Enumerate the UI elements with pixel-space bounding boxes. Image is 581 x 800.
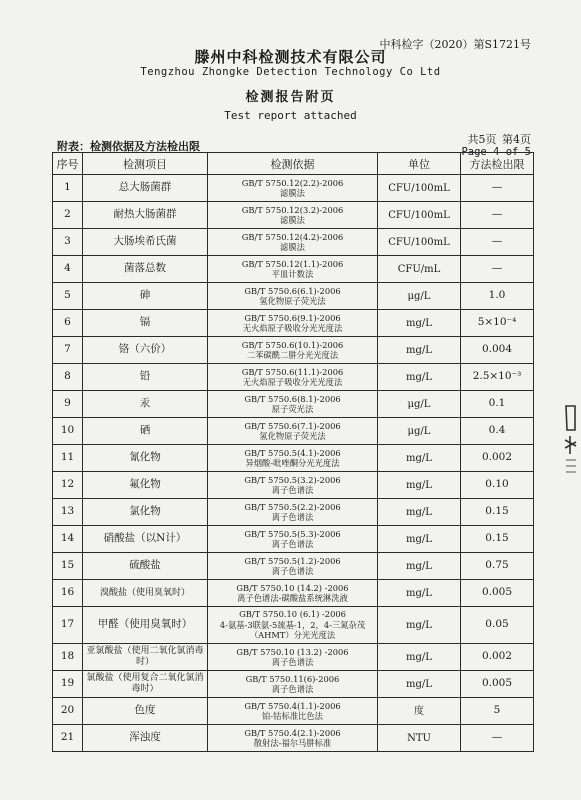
row-number: 14: [53, 526, 83, 553]
test-basis: [208, 698, 378, 725]
standard-code: GB/T 5750.5(2.2)-2006: [244, 501, 341, 512]
detection-limit: 0.75: [461, 553, 534, 580]
test-item: 溴酸盐（使用臭氧时）: [83, 580, 208, 607]
row-number: 19: [53, 671, 83, 698]
table-row: [53, 418, 534, 445]
test-item: 总大肠菌群: [83, 175, 208, 202]
test-item: 大肠埃希氏菌: [83, 229, 208, 256]
detection-limit: 0.4: [461, 418, 534, 445]
row-number: 2: [53, 202, 83, 229]
standard-code: GB/T 5750.11(6)-2006: [245, 673, 340, 684]
row-number: 6: [53, 310, 83, 337]
method-name: 离子色谱法: [271, 485, 314, 495]
test-basis: [208, 229, 378, 256]
unit: mg/L: [378, 364, 461, 391]
unit: μg/L: [378, 418, 461, 445]
test-basis: [208, 644, 378, 671]
test-basis: [208, 391, 378, 418]
row-number: 17: [53, 607, 83, 644]
row-number: 11: [53, 445, 83, 472]
row-number: 21: [53, 725, 83, 752]
standard-code: GB/T 5750.12(1.1)-2006: [241, 258, 344, 269]
test-item: 浑浊度: [83, 725, 208, 752]
standard-code: GB/T 5750.10 (6.1) -2006: [239, 609, 346, 620]
test-item: 菌落总数: [83, 256, 208, 283]
row-number: 1: [53, 175, 83, 202]
report-title-en: Test report attached: [224, 109, 357, 122]
unit: CFU/100mL: [378, 229, 461, 256]
table-row: [53, 391, 534, 418]
detection-limit: 5×10⁻⁴: [461, 310, 534, 337]
method-name: 离子色谱法: [271, 684, 314, 694]
table-row: [53, 644, 534, 671]
standard-code: GB/T 5750.10 (14.2) -2006: [236, 582, 349, 593]
table-row: [53, 553, 534, 580]
column-header-unit: 单位: [378, 153, 461, 175]
method-name: 氢化物原子荧光法: [259, 431, 326, 441]
test-basis: [208, 256, 378, 283]
test-item: 硒: [83, 418, 208, 445]
standard-code: GB/T 5750.12(3.2)-2006: [241, 204, 344, 215]
table-row: [53, 607, 534, 644]
detection-limit: —: [461, 229, 534, 256]
method-name: 散射法-福尔马肼标准: [253, 738, 332, 748]
method-name: 离子色谱法: [271, 566, 314, 576]
unit: mg/L: [378, 553, 461, 580]
report-title-cn: 检测报告附页: [245, 90, 336, 105]
detection-limit: 0.002: [461, 644, 534, 671]
test-item: 氟化物: [83, 472, 208, 499]
test-basis: [208, 526, 378, 553]
test-item: 铬（六价）: [83, 337, 208, 364]
test-basis: [208, 175, 378, 202]
detection-limit: 0.005: [461, 580, 534, 607]
test-basis: [208, 283, 378, 310]
table-row: [53, 445, 534, 472]
test-basis: [208, 553, 378, 580]
detection-limit: —: [461, 725, 534, 752]
test-item: 亚氯酸盐（使用二氧化氯消毒时）: [83, 644, 208, 671]
unit: mg/L: [378, 607, 461, 644]
page-indicator-en: Page 4 of 5: [461, 146, 531, 158]
standard-code: GB/T 5750.6(9.1)-2006: [244, 312, 341, 323]
test-basis: [208, 364, 378, 391]
test-basis: [208, 202, 378, 229]
test-item: 镉: [83, 310, 208, 337]
standard-code: GB/T 5750.5(4.1)-2006: [244, 447, 341, 458]
detection-limit: 0.1: [461, 391, 534, 418]
test-item: 硝酸盐（以N计）: [83, 526, 208, 553]
test-item: 汞: [83, 391, 208, 418]
method-name: 4-氨基-3联氨-5巯基-1，2，4-三氮杂茂（AHMT）分光光度法: [219, 619, 366, 641]
method-name: 异烟酸-吡唑酮分光光度法: [245, 458, 340, 468]
detection-limit: 1.0: [461, 283, 534, 310]
method-name: 离子色谱法: [271, 539, 314, 549]
standard-code: GB/T 5750.6(11.1)-2006: [241, 366, 344, 377]
method-name: 滤膜法: [280, 188, 305, 198]
row-number: 7: [53, 337, 83, 364]
test-basis: [208, 445, 378, 472]
company-name-cn: 滕州中科检测技术有限公司: [194, 48, 387, 66]
table-row: [53, 310, 534, 337]
detection-limit: 0.005: [461, 671, 534, 698]
row-number: 13: [53, 499, 83, 526]
company-name-en: Tengzhou Zhongke Detection Technology Co Ltd: [140, 66, 441, 78]
detection-limit: 0.05: [461, 607, 534, 644]
row-number: 4: [53, 256, 83, 283]
unit: mg/L: [378, 472, 461, 499]
unit: mg/L: [378, 499, 461, 526]
row-number: 12: [53, 472, 83, 499]
detection-limit: —: [461, 256, 534, 283]
standard-code: GB/T 5750.10 (13.2) -2006: [236, 646, 349, 657]
row-number: 15: [53, 553, 83, 580]
table-row: [53, 229, 534, 256]
test-basis: [208, 725, 378, 752]
standard-code: GB/T 5750.6(8.1)-2006: [244, 393, 341, 404]
method-name: 离子色谱法-碳酸盐系统淋洗液: [237, 593, 348, 603]
method-name: 氢化物原子荧光法: [259, 296, 326, 306]
detection-limit: 0.004: [461, 337, 534, 364]
standard-code: GB/T 5750.12(4.2)-2006: [241, 231, 344, 242]
test-item: 甲醛（使用臭氧时）: [83, 607, 208, 644]
unit: mg/L: [378, 310, 461, 337]
detection-limit: 2.5×10⁻³: [461, 364, 534, 391]
test-basis: [208, 418, 378, 445]
detection-limit: 0.002: [461, 445, 534, 472]
table-row: [53, 364, 534, 391]
table-row: [53, 202, 534, 229]
table-header-row: [53, 153, 534, 175]
column-header-item: 检测项目: [83, 153, 208, 175]
unit: μg/L: [378, 391, 461, 418]
column-header-basis: 检测依据: [208, 153, 378, 175]
standard-code: GB/T 5750.6(10.1)-2006: [241, 339, 344, 350]
table-row: [53, 472, 534, 499]
method-name: 原子荧光法: [271, 404, 314, 414]
row-number: 20: [53, 698, 83, 725]
standard-code: GB/T 5750.5(1.2)-2006: [244, 555, 341, 566]
standard-code: GB/T 5750.12(2.2)-2006: [241, 177, 344, 188]
detection-methods-table: [52, 152, 534, 752]
detection-limit: 0.10: [461, 472, 534, 499]
test-basis: [208, 310, 378, 337]
standard-code: GB/T 5750.6(6.1)-2006: [244, 285, 341, 296]
row-number: 18: [53, 644, 83, 671]
unit: CFU/mL: [378, 256, 461, 283]
unit: CFU/100mL: [378, 202, 461, 229]
table-row: [53, 283, 534, 310]
method-name: 无火焰原子吸收分光光度法: [242, 323, 343, 333]
method-name: 平皿计数法: [271, 269, 314, 279]
standard-code: GB/T 5750.6(7.1)-2006: [244, 420, 341, 431]
test-item: 砷: [83, 283, 208, 310]
test-basis: [208, 337, 378, 364]
unit: mg/L: [378, 445, 461, 472]
table-row: [53, 725, 534, 752]
unit: mg/L: [378, 337, 461, 364]
test-basis: [208, 671, 378, 698]
unit: μg/L: [378, 283, 461, 310]
unit: mg/L: [378, 671, 461, 698]
row-number: 16: [53, 580, 83, 607]
page-edge-stamp-fragment: [563, 400, 579, 480]
table-row: [53, 499, 534, 526]
page-total: 共5页: [467, 133, 497, 146]
unit: mg/L: [378, 526, 461, 553]
detection-limit: 5: [461, 698, 534, 725]
column-header-no: 序号: [53, 153, 83, 175]
unit: 度: [378, 698, 461, 725]
standard-code: GB/T 5750.5(3.2)-2006: [244, 474, 341, 485]
test-basis: [208, 472, 378, 499]
table-row: [53, 698, 534, 725]
unit: NTU: [378, 725, 461, 752]
page-current: 第4页: [502, 133, 531, 146]
standard-code: GB/T 5750.5(5.3)-2006: [244, 528, 341, 539]
row-number: 5: [53, 283, 83, 310]
test-item: 硫酸盐: [83, 553, 208, 580]
report-reference-number: 中科检字（2020）第S1721号: [379, 38, 531, 51]
appendix-table-title: 附表：检测依据及方法检出限: [57, 140, 200, 153]
test-item: 铅: [83, 364, 208, 391]
table-row: [53, 175, 534, 202]
method-name: 离子色谱法: [271, 512, 314, 522]
test-item: 氰化物: [83, 445, 208, 472]
table-row: [53, 256, 534, 283]
table-row: [53, 671, 534, 698]
row-number: 3: [53, 229, 83, 256]
unit: mg/L: [378, 644, 461, 671]
method-name: 无火焰原子吸收分光光度法: [242, 377, 343, 387]
table-row: [53, 337, 534, 364]
method-name: 滤膜法: [280, 215, 305, 225]
test-item: 氯化物: [83, 499, 208, 526]
standard-code: GB/T 5750.4(2.1)-2006: [244, 727, 341, 738]
row-number: 10: [53, 418, 83, 445]
unit: CFU/100mL: [378, 175, 461, 202]
test-basis: [208, 607, 378, 644]
table-row: [53, 580, 534, 607]
row-number: 8: [53, 364, 83, 391]
table-row: [53, 526, 534, 553]
unit: mg/L: [378, 580, 461, 607]
test-item: 色度: [83, 698, 208, 725]
page-indicator-cn: [466, 131, 532, 147]
detection-limit: 0.15: [461, 526, 534, 553]
test-item: 氯酸盐（使用复合二氧化氯消毒时）: [83, 671, 208, 698]
method-name: 二苯碳酰二肼分光光度法: [246, 350, 339, 360]
row-number: 9: [53, 391, 83, 418]
test-basis: [208, 580, 378, 607]
standard-code: GB/T 5750.4(1.1)-2006: [244, 700, 341, 711]
test-item: 耐热大肠菌群: [83, 202, 208, 229]
test-basis: [208, 499, 378, 526]
method-name: 滤膜法: [280, 242, 305, 252]
table-body: [53, 175, 534, 752]
detection-limit: 0.15: [461, 499, 534, 526]
method-name: 离子色谱法: [271, 657, 314, 667]
detection-limit: —: [461, 202, 534, 229]
detection-limit: —: [461, 175, 534, 202]
method-name: 铂-钴标准比色法: [262, 711, 323, 721]
column-header-limit: 方法检出限: [461, 153, 534, 175]
